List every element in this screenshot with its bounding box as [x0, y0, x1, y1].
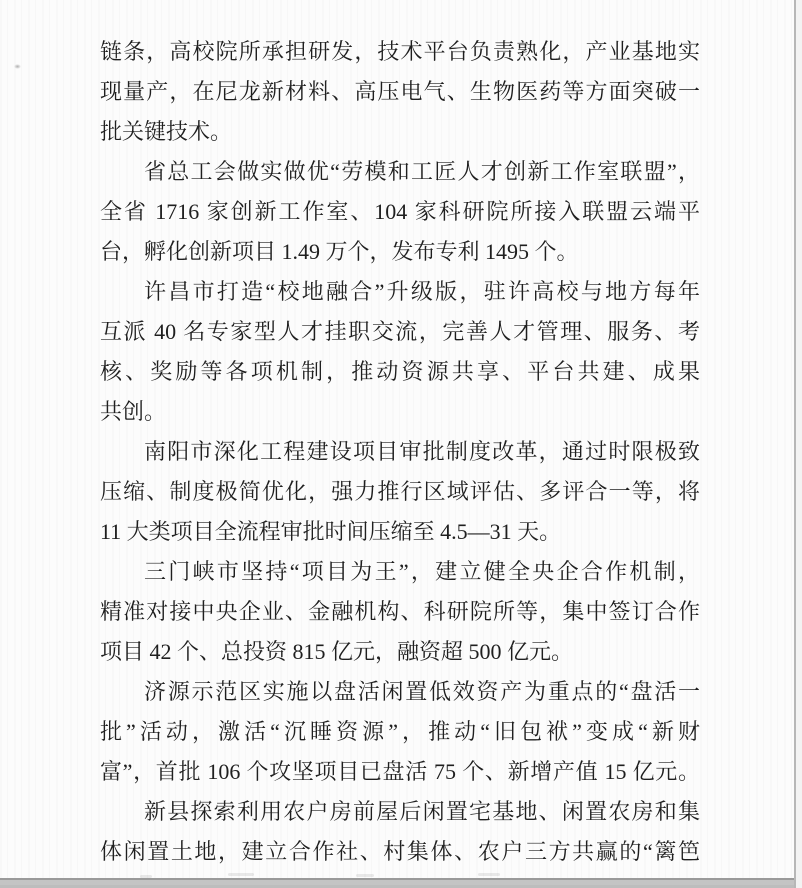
text-line: 压缩、制度极简优化，强力推行区域评估、多评合一等，将 — [100, 479, 700, 504]
text-line: 省总工会做实做优“劳模和工匠人才创新工作室联盟”， — [144, 159, 700, 184]
text-line: 台，孵化创新项目 1.49 万个，发布专利 1495 个。 — [100, 239, 579, 264]
page-right-edge — [794, 0, 802, 888]
text-line: 体闲置土地，建立合作社、村集体、农户三方共赢的“篱笆 — [100, 839, 700, 864]
scan-speck-artifact — [14, 64, 21, 69]
text-line: 互派 40 名专家型人才挂职交流，完善人才管理、服务、考 — [100, 319, 700, 344]
paragraph — [100, 672, 700, 792]
text-line: 许昌市打造“校地融合”升级版，驻许高校与地方每年 — [144, 279, 700, 304]
text-line: 批关键技术。 — [100, 119, 233, 144]
scan-cutoff-text-artifact — [228, 873, 254, 876]
text-line: 链条，高校院所承担研发，技术平台负责熟化，产业基地实 — [100, 39, 700, 64]
text-line: 新县探索利用农户房前屋后闲置宅基地、闲置农房和集 — [144, 799, 700, 824]
text-line: 济源示范区实施以盘活闲置低效资产为重点的“盘活一 — [144, 679, 700, 704]
text-line: 共创。 — [100, 399, 167, 424]
text-line: 全省 1716 家创新工作室、104 家科研院所接入联盟云端平 — [100, 199, 700, 224]
paragraph — [100, 552, 700, 672]
scanner-bottom-strip — [0, 878, 794, 888]
text-line: 11 大类项目全流程审批时间压缩至 4.5—31 天。 — [100, 519, 562, 544]
paragraph — [100, 432, 700, 552]
paragraph — [100, 32, 700, 152]
paragraph — [100, 152, 700, 272]
paragraph — [100, 792, 700, 872]
text-line: 项目 42 个、总投资 815 亿元，融资超 500 亿元。 — [100, 639, 574, 664]
document-body — [100, 32, 700, 872]
text-line: 现量产，在尼龙新材料、高压电气、生物医药等方面突破一 — [100, 79, 700, 104]
text-line: 富”，首批 106 个攻坚项目已盘活 75 个、新增产值 15 亿元。 — [100, 759, 700, 784]
scan-cutoff-text-artifact — [478, 873, 500, 876]
text-line: 批”活动，激活“沉睡资源”，推动“旧包袱”变成“新财 — [100, 719, 700, 744]
text-line: 南阳市深化工程建设项目审批制度改革，通过时限极致 — [144, 439, 700, 464]
scan-cutoff-text-artifact — [356, 874, 374, 877]
text-line: 三门峡市坚持“项目为王”，建立健全央企合作机制， — [144, 559, 700, 584]
paragraph — [100, 272, 700, 432]
text-line: 核、奖励等各项机制，推动资源共享、平台共建、成果 — [100, 359, 700, 384]
text-line: 精准对接中央企业、金融机构、科研院所等，集中签订合作 — [100, 599, 700, 624]
